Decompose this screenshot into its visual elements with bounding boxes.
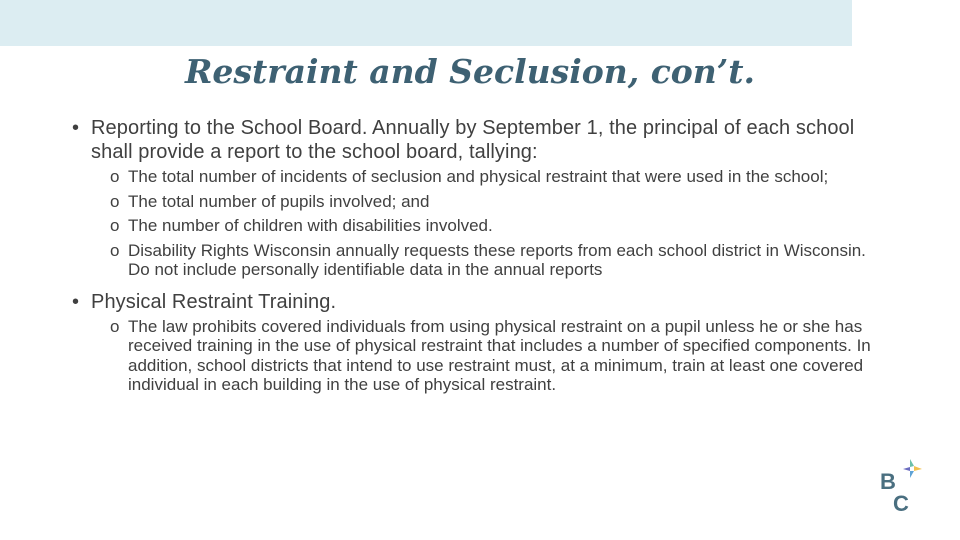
sub-bullet-marker: o: [110, 216, 120, 235]
bullet-marker: •: [72, 290, 80, 313]
header-band: [0, 0, 852, 46]
list-item: [72, 241, 872, 280]
list-item-text: The number of children with disabilities involved.: [128, 216, 493, 235]
slide-title: Restraint and Seclusion, con’t.: [184, 52, 756, 91]
logo-letter-c: C: [893, 491, 909, 515]
sub-bullet-marker: o: [110, 167, 120, 186]
star-icon: [903, 459, 922, 478]
bullet-training: [72, 290, 872, 314]
reporting-sub-list: [72, 167, 872, 280]
list-item: [72, 192, 872, 212]
bullet-reporting: [72, 116, 872, 164]
bc-logo: [876, 455, 926, 515]
bullet-training-text: Physical Restraint Training.: [91, 290, 337, 313]
list-item-text: The total number of pupils involved; and: [128, 191, 430, 211]
list-item: [72, 317, 872, 395]
list-item-text: The law prohibits covered individuals from using physical restraint on a pupil unless he or she has received training in the use of physical restraint that includes a number of specified components. In addition, school districts that intend to use restraint must, at a minimum, train at least one covered individual in each building in the use of physical restraint.: [128, 316, 871, 394]
slide-content: [72, 116, 872, 400]
list-item: [72, 167, 872, 187]
bullet-marker: •: [72, 117, 80, 139]
sub-bullet-marker: o: [110, 191, 120, 211]
logo-letter-b: B: [880, 469, 896, 494]
list-item-text: Disability Rights Wisconsin annually requests these reports from each school district in Wisconsin. Do not include personally identifiable data in the annual reports: [128, 240, 866, 279]
list-item-text: The total number of incidents of seclusion and physical restraint that were used in the school;: [128, 167, 829, 186]
training-sub-list: [72, 317, 872, 395]
sub-bullet-marker: o: [110, 240, 120, 260]
list-item: [72, 216, 872, 236]
bullet-reporting-text: Reporting to the School Board. Annually by September 1, the principal of each school shall provide a report to the school board, tallying:: [91, 117, 855, 163]
sub-bullet-marker: o: [110, 316, 120, 336]
